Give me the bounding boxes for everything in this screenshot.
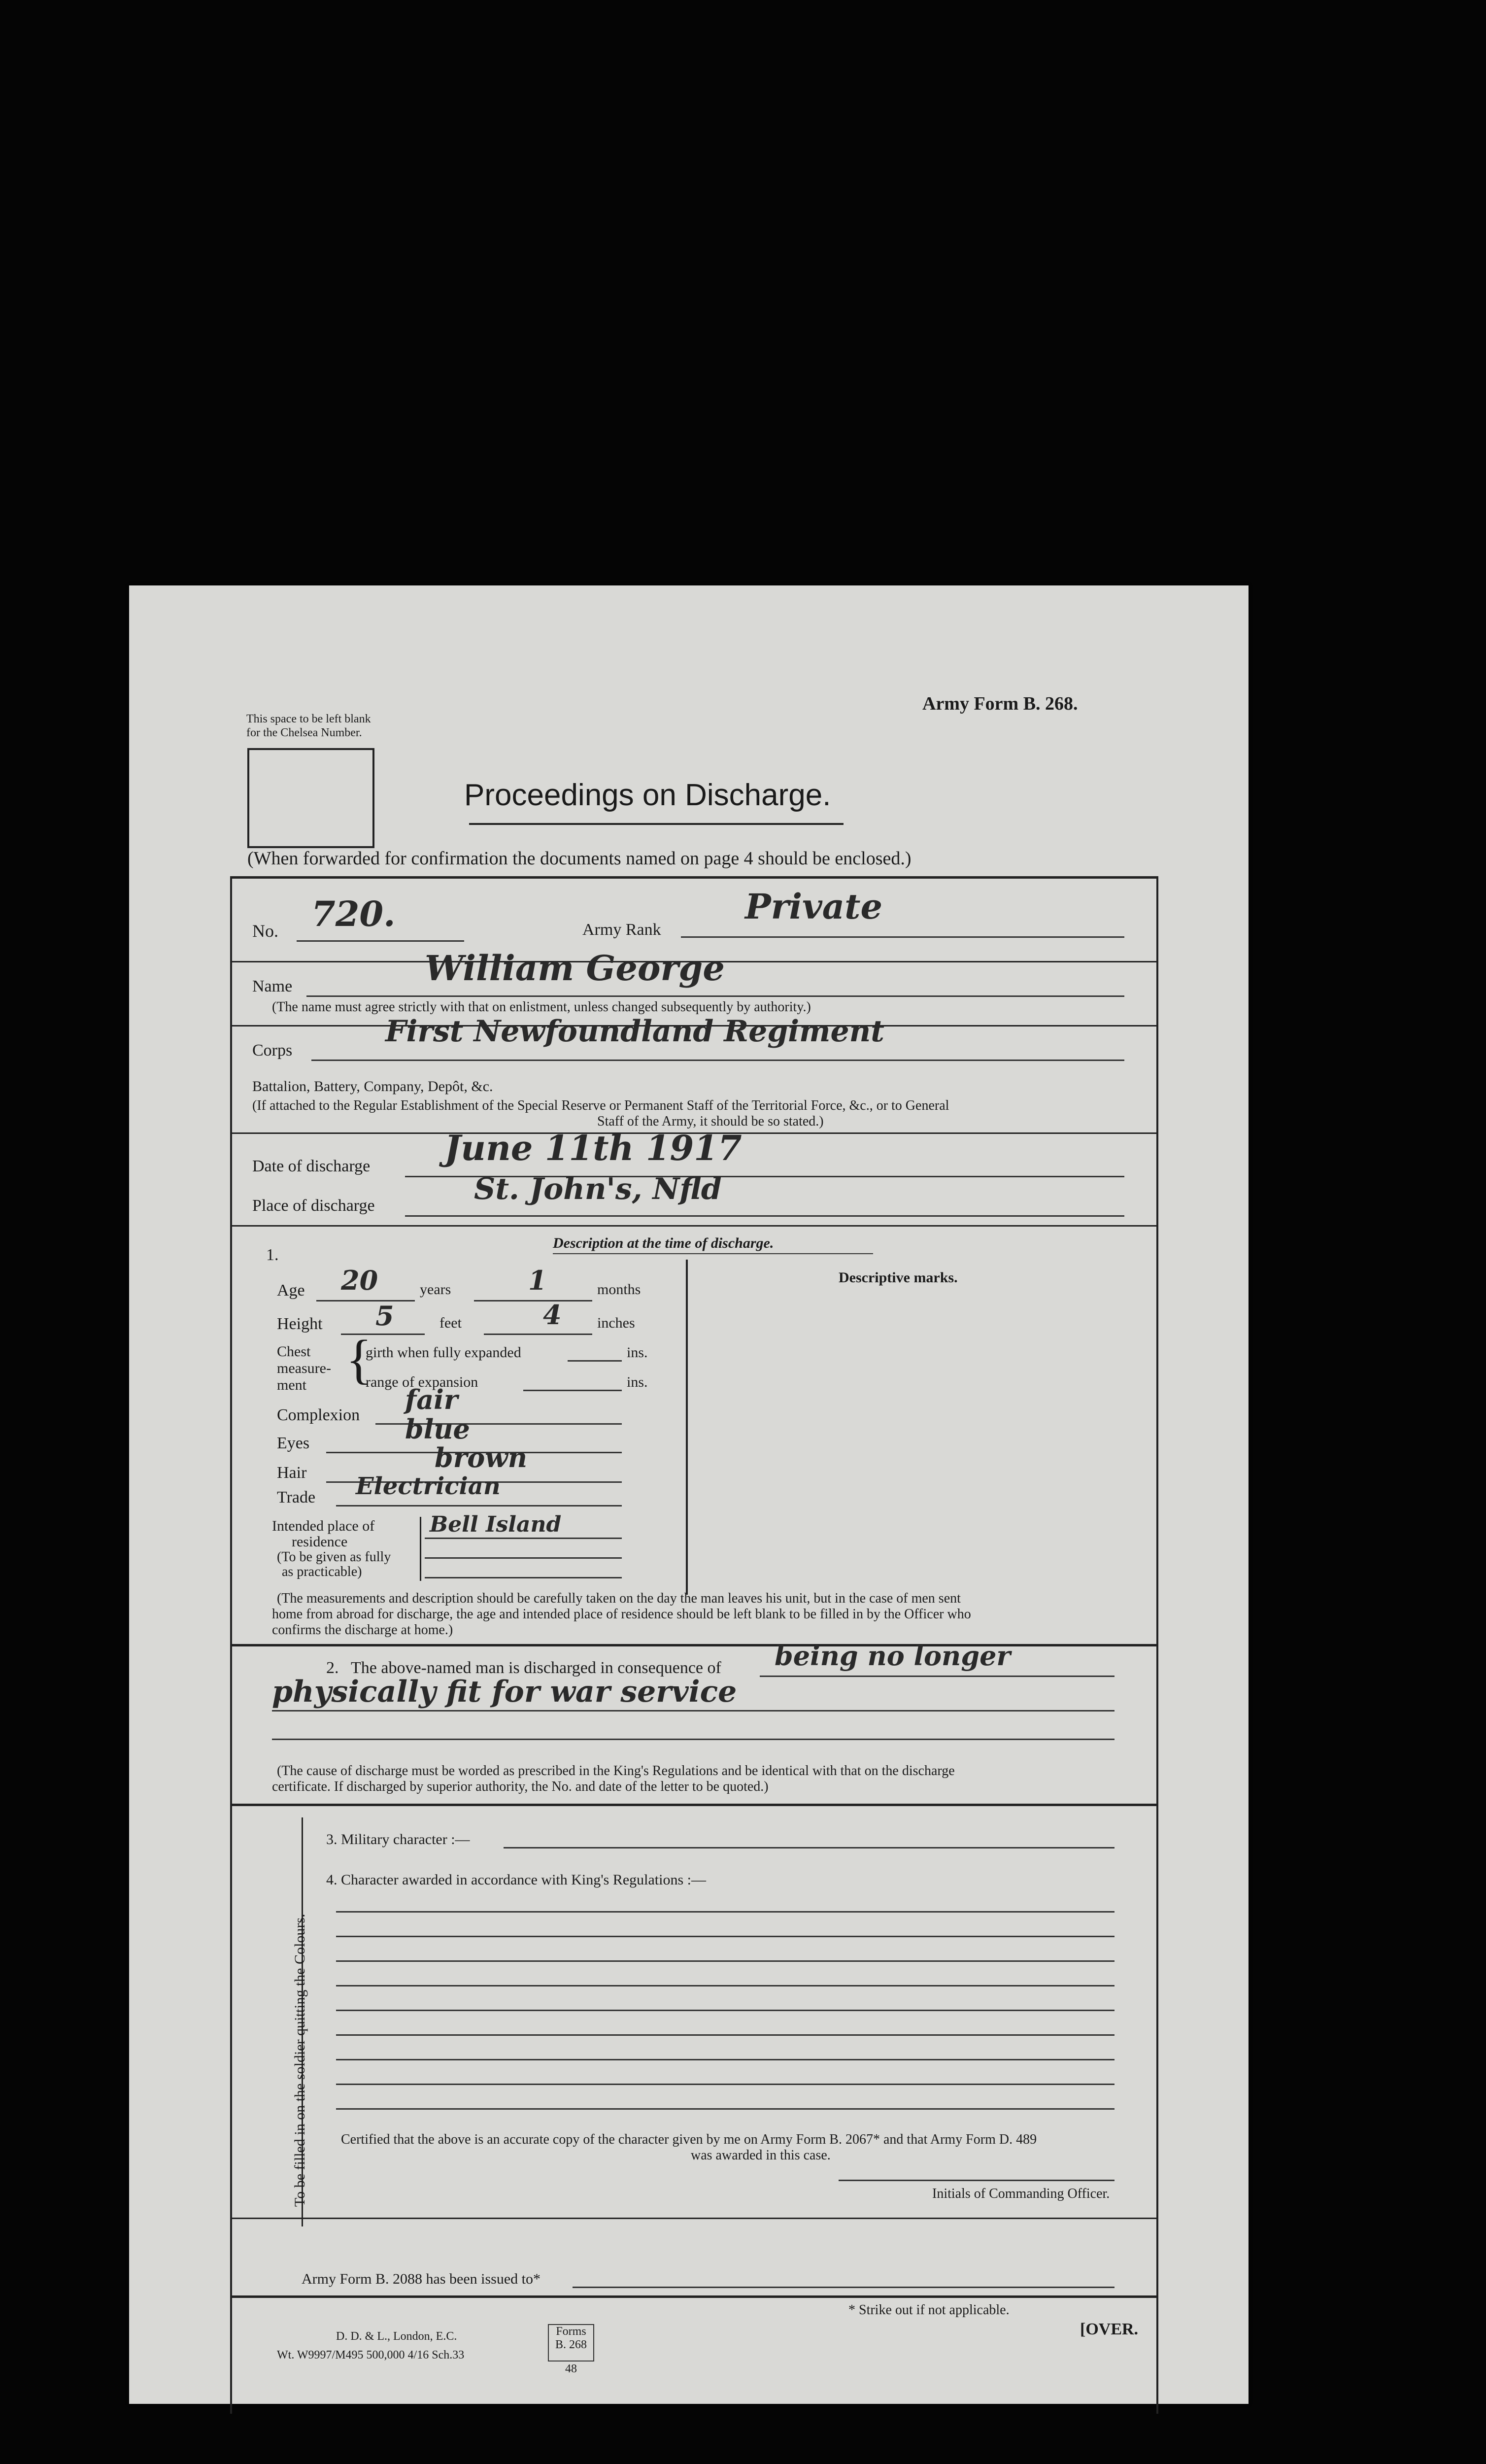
character-line-5 (336, 2010, 1114, 2011)
form-2088-line (573, 2287, 1114, 2288)
height-feet: 5 (375, 1300, 394, 1332)
no-line (297, 940, 464, 942)
row-rule-5 (230, 1644, 1156, 1646)
forms-number: B. 268 (555, 2338, 587, 2351)
character-awarded-label: 4. Character awarded in accordance with King's Regulations :— (326, 1872, 706, 1888)
military-character-label: 3. Military character :— (326, 1831, 470, 1848)
corps-label: Corps (252, 1041, 293, 1060)
chelsea-number-box (247, 748, 374, 848)
trade-label: Trade (277, 1488, 316, 1506)
description-note-1: (The measurements and description should be carefully taken on the day the man leaves his unit, but in the case of men sent (277, 1591, 961, 1606)
character-line-7 (336, 2059, 1114, 2060)
trade-value: Electrician (356, 1472, 501, 1500)
form-number: Army Form B. 268. (922, 693, 1078, 714)
date-label: Date of discharge (252, 1157, 371, 1175)
discharge-section-number: 2. (326, 1659, 339, 1677)
discharge-form-page (129, 585, 1249, 2404)
character-line-3 (336, 1960, 1114, 1962)
chest-label-2: measure- (277, 1360, 331, 1376)
height-inches-line (484, 1334, 592, 1335)
box-right-rule (1156, 876, 1158, 2414)
row-rule-6 (230, 1804, 1156, 1806)
discharge-note-1: (The cause of discharge must be worded as prescribed in the King's Regulations and be identical with that on the discharge (277, 1763, 955, 1779)
forms-label: Forms (556, 2325, 586, 2338)
discharge-line-2 (272, 1710, 1114, 1711)
no-value: 720. (311, 893, 396, 934)
ins-label-1: ins. (627, 1344, 648, 1361)
discharge-note-2: certificate. If discharged by superior authority, the No. and date of the letter to be quoted.) (272, 1779, 769, 1794)
girth-label: girth when fully expanded (366, 1344, 521, 1361)
girth-line (568, 1360, 622, 1362)
rank-value: Private (745, 886, 883, 927)
range-label: range of expansion (366, 1374, 478, 1390)
discharge-line-3 (272, 1739, 1114, 1740)
discharge-value-2: physically fit for war service (272, 1675, 737, 1709)
battalion-label: Battalion, Battery, Company, Depôt, &c. (252, 1078, 493, 1095)
eyes-label: Eyes (277, 1434, 310, 1452)
description-heading: Description at the time of discharge. (553, 1235, 774, 1251)
hair-label: Hair (277, 1464, 307, 1482)
battalion-note-2: Staff of the Army, it should be so stated.) (597, 1114, 824, 1129)
forms-box (548, 2324, 594, 2361)
residence-bracket (420, 1517, 421, 1581)
trade-line (336, 1505, 622, 1506)
discharge-value-1: being no longer (775, 1640, 1011, 1672)
residence-label-1: Intended place of (272, 1518, 375, 1534)
years-label: years (420, 1281, 451, 1298)
strike-note: * Strike out if not applicable. (848, 2302, 1010, 2318)
age-months-line (474, 1300, 592, 1301)
height-inches: 4 (543, 1299, 562, 1331)
residence-value: Bell Island (430, 1512, 562, 1537)
character-line-4 (336, 1985, 1114, 1986)
descriptive-marks-heading: Descriptive marks. (839, 1269, 958, 1286)
age-months: 1 (528, 1265, 547, 1296)
hair-value: brown (435, 1442, 527, 1473)
chelsea-note-line2: for the Chelsea Number. (246, 726, 362, 739)
name-label: Name (252, 977, 293, 995)
corps-line (311, 1060, 1124, 1061)
place-value: St. John's, Nfld (474, 1172, 722, 1206)
discharge-line-1 (760, 1676, 1114, 1677)
age-years-line (316, 1300, 415, 1301)
ins-label-2: ins. (627, 1374, 648, 1390)
place-label: Place of discharge (252, 1197, 375, 1215)
height-label: Height (277, 1315, 323, 1333)
residence-label-2: residence (292, 1534, 348, 1550)
military-character-line (504, 1847, 1114, 1848)
chest-label-1: Chest (277, 1343, 311, 1360)
description-note-3: confirms the discharge at home.) (272, 1622, 453, 1638)
no-label: No. (252, 921, 278, 941)
title-underline (469, 823, 844, 825)
age-label: Age (277, 1281, 305, 1300)
character-line-2 (336, 1936, 1114, 1937)
eyes-value: blue (405, 1413, 470, 1445)
place-line (405, 1215, 1124, 1217)
description-heading-underline (553, 1253, 873, 1254)
box-top-rule (230, 876, 1156, 879)
age-years: 20 (341, 1265, 378, 1296)
initials-label: Initials of Commanding Officer. (932, 2186, 1110, 2201)
description-note-2: home from abroad for discharge, the age and intended place of residence should be left blank to be filled in by the Officer who (272, 1607, 971, 1622)
date-value: June 11th 1917 (444, 1128, 742, 1168)
box-bottom-rule (230, 2295, 1156, 2298)
form-2088-label: Army Form B. 2088 has been issued to* (302, 2271, 540, 2287)
initials-line (839, 2180, 1114, 2181)
page-title: Proceedings on Discharge. (464, 778, 831, 812)
character-line-6 (336, 2034, 1114, 2036)
corps-value: First Newfoundland Regiment (385, 1014, 884, 1049)
chest-brace: { (346, 1329, 372, 1389)
discharge-label: The above-named man is discharged in consequence of (351, 1659, 721, 1677)
residence-label-4: as practicable) (282, 1564, 362, 1579)
character-line-1 (336, 1911, 1114, 1913)
description-divider (686, 1260, 688, 1595)
residence-line-3 (425, 1577, 622, 1578)
certified-text-2: was awarded in this case. (691, 2148, 831, 2163)
residence-line-2 (425, 1557, 622, 1559)
battalion-note-1: (If attached to the Regular Establishment of the Special Reserve or Permanent Staff of the Territorial Force, &c., or to General (252, 1098, 949, 1113)
enclosure-note: (When forwarded for confirmation the documents named on page 4 should be enclosed.) (247, 848, 912, 869)
residence-label-3: (To be given as fully (277, 1549, 391, 1565)
row-rule-7 (230, 2218, 1156, 2219)
description-section-number: 1. (266, 1246, 279, 1264)
colours-side-label: To be filled in on the soldier quitting the Colours. (292, 1914, 308, 2207)
chelsea-note-line1: This space to be left blank (246, 713, 371, 725)
complexion-label: Complexion (277, 1406, 360, 1424)
over-marker: [OVER. (1080, 2320, 1139, 2338)
printer-line-1: D. D. & L., London, E.C. (336, 2330, 457, 2343)
feet-label: feet (439, 1315, 462, 1331)
character-line-9 (336, 2108, 1114, 2110)
certified-text-1: Certified that the above is an accurate copy of the character given by me on Army Form B. 2067* and that Army Form D. 489 (341, 2132, 1037, 2147)
printer-line-2: Wt. W9997/M495 500,000 4/16 Sch.33 (277, 2349, 465, 2361)
range-line (523, 1390, 622, 1391)
character-line-8 (336, 2084, 1114, 2085)
name-value: William George (425, 948, 725, 989)
name-line (306, 995, 1124, 997)
months-label: months (597, 1281, 641, 1298)
rank-label: Army Rank (582, 921, 661, 939)
row-rule-4 (230, 1225, 1156, 1227)
chest-label-3: ment (277, 1377, 306, 1393)
complexion-value: fair (405, 1384, 458, 1415)
residence-line-1 (425, 1538, 622, 1539)
inches-label: inches (597, 1315, 635, 1331)
forms-count: 48 (565, 2362, 577, 2375)
name-note: (The name must agree strictly with that on enlistment, unless changed subsequently by authority.) (272, 999, 811, 1015)
rank-line (681, 936, 1124, 938)
